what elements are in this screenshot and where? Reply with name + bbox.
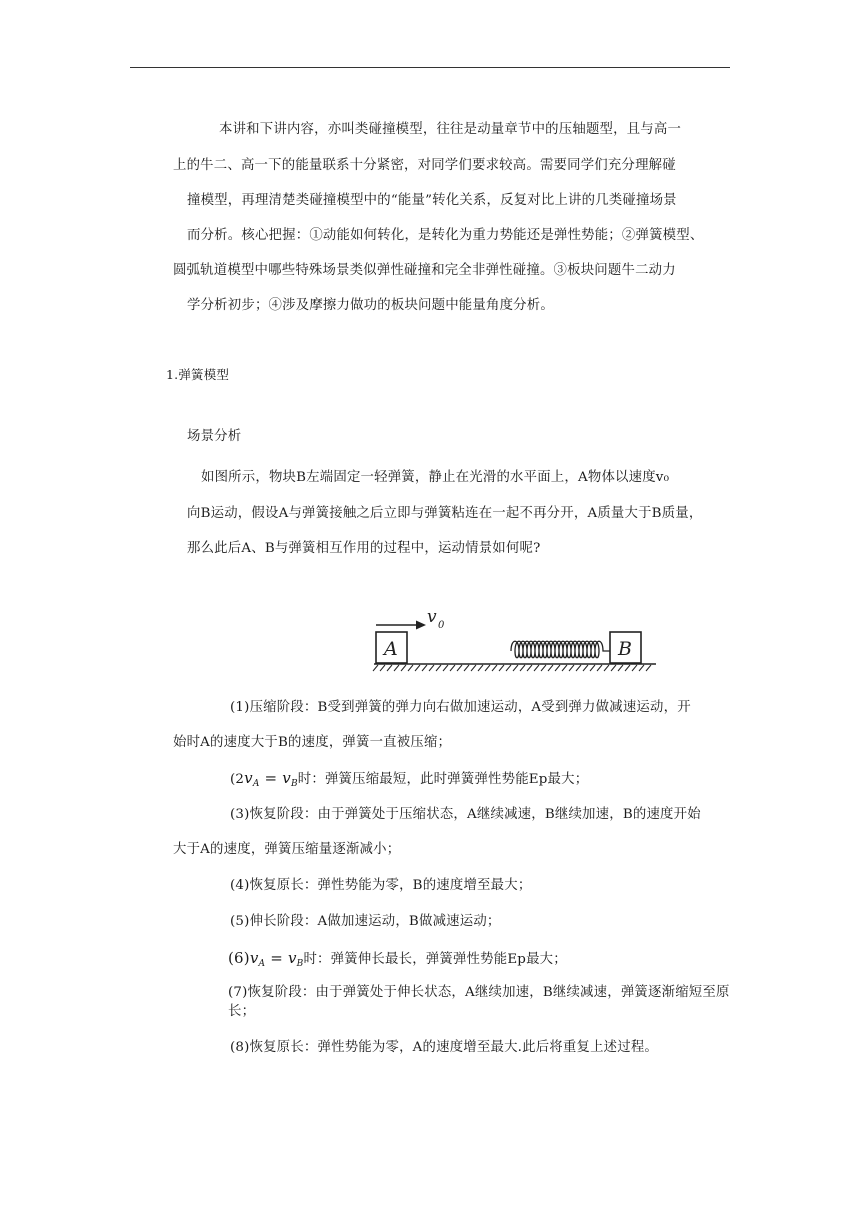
step-2-text: 时：弹簧压缩最短，此时弹簧弹性势能Ep最大； bbox=[297, 772, 589, 787]
step-6-prefix: (6) bbox=[228, 949, 250, 967]
step-8-line: (8)恢复原长：弹性势能为零，A的速度增至最大.此后将重复上述过程。 bbox=[230, 1040, 659, 1055]
spring-collision-figure bbox=[370, 608, 660, 673]
hatch-mark bbox=[569, 665, 574, 671]
hatch-mark bbox=[478, 665, 483, 671]
step-2-line bbox=[230, 769, 588, 793]
hatch-mark bbox=[548, 665, 553, 671]
spring-coil bbox=[511, 641, 610, 658]
step-3-line: 大于A的速度，弹簧压缩量逐渐减小； bbox=[173, 842, 401, 857]
hatch-mark bbox=[380, 665, 385, 671]
hatch-mark bbox=[632, 665, 637, 671]
hatch-mark bbox=[436, 665, 441, 671]
hatch-mark bbox=[555, 665, 560, 671]
velocity-arrowhead bbox=[416, 621, 426, 630]
hatch-mark bbox=[492, 665, 497, 671]
hatch-mark bbox=[541, 665, 546, 671]
hatch-mark bbox=[443, 665, 448, 671]
hatch-mark bbox=[485, 665, 490, 671]
velocity-subscript: 0 bbox=[438, 620, 445, 631]
hatch-mark bbox=[408, 665, 413, 671]
hatch-mark bbox=[625, 665, 630, 671]
scenario-line: 向B运动，假设A与弹簧接触之后立即与弹簧粘连在一起不再分开，A质量大于B质量， bbox=[187, 506, 703, 521]
hatch-mark bbox=[611, 665, 616, 671]
hatch-mark bbox=[527, 665, 532, 671]
block-a-label: A bbox=[384, 638, 398, 660]
intro-line: 上的牛二、高一下的能量联系十分紧密，对同学们要求较高。需要同学们充分理解碰 bbox=[173, 158, 676, 173]
scenario-line: 如图所示，物块B左端固定一轻弹簧，静止在光滑的水平面上，A物体以速度v₀ bbox=[201, 470, 670, 485]
section-title: 1.弹簧模型 bbox=[166, 367, 230, 382]
hatch-mark bbox=[457, 665, 462, 671]
block-b-label: B bbox=[618, 638, 632, 660]
hatch-mark bbox=[534, 665, 539, 671]
hatch-mark bbox=[394, 665, 399, 671]
hatch-mark bbox=[646, 665, 651, 671]
step-2-prefix: (2 bbox=[230, 772, 245, 787]
hatch-mark bbox=[499, 665, 504, 671]
hatch-mark bbox=[387, 665, 392, 671]
velocity-label: v bbox=[427, 608, 437, 627]
step-7-line: 长； bbox=[228, 1004, 256, 1019]
step-4-line: (4)恢复原长：弹性势能为零，B的速度增至最大； bbox=[230, 878, 532, 893]
hatch-mark bbox=[597, 665, 602, 671]
hatch-mark bbox=[415, 665, 420, 671]
intro-line: 学分析初步；④涉及摩擦力做功的板块问题中能量角度分析。 bbox=[187, 298, 554, 313]
step-6-line bbox=[228, 949, 567, 973]
hatch-mark bbox=[618, 665, 623, 671]
header-rule bbox=[130, 67, 730, 68]
step-7-line: (7)恢复阶段：由于弹簧处于伸长状态，A继续加速，B继续减速，弹簧逐渐缩短至原 bbox=[228, 985, 730, 1000]
scenario-line: 那么此后A、B与弹簧相互作用的过程中，运动情景如何呢? bbox=[187, 541, 541, 556]
hatch-mark bbox=[429, 665, 434, 671]
va-equals-vb-formula: $v_A = v_B$ bbox=[249, 949, 304, 969]
hatch-mark bbox=[520, 665, 525, 671]
hatch-mark bbox=[373, 665, 378, 671]
intro-line: 撞模型，再理清楚类碰撞模型中的“能量”转化关系，反复对比上讲的几类碰撞场景 bbox=[187, 193, 677, 208]
hatch-mark bbox=[401, 665, 406, 671]
hatch-mark bbox=[604, 665, 609, 671]
va-equals-vb-formula: $v_A = v_B$ bbox=[244, 769, 298, 789]
step-1-line: 始时A的速度大于B的速度，弹簧一直被压缩； bbox=[173, 735, 452, 750]
hatch-mark bbox=[576, 665, 581, 671]
step-5-line: (5)伸长阶段：A做加速运动，B做减速运动； bbox=[230, 914, 501, 929]
hatch-mark bbox=[506, 665, 511, 671]
hatch-mark bbox=[464, 665, 469, 671]
hatch-mark bbox=[583, 665, 588, 671]
step-3-line: (3)恢复阶段：由于弹簧处于压缩状态，A继续减速，B继续加速，B的速度开始 bbox=[230, 807, 701, 822]
hatch-mark bbox=[450, 665, 455, 671]
subsection-title: 场景分析 bbox=[187, 429, 242, 444]
hatch-mark bbox=[513, 665, 518, 671]
intro-line: 而分析。核心把握：①动能如何转化，是转化为重力势能还是弹性势能；②弹簧模型、 bbox=[187, 228, 704, 243]
intro-line: 圆弧轨道模型中哪些特殊场景类似弹性碰撞和完全非弹性碰撞。③板块问题牛二动力 bbox=[173, 263, 676, 278]
hatch-mark bbox=[471, 665, 476, 671]
ground-hatching bbox=[373, 665, 651, 671]
step-6-text: 时：弹簧伸长最长，弹簧弹性势能Ep最大； bbox=[303, 952, 567, 967]
intro-line: 本讲和下讲内容，亦叫类碰撞模型，往往是动量章节中的压轴题型，且与高一 bbox=[219, 122, 682, 137]
hatch-mark bbox=[590, 665, 595, 671]
hatch-mark bbox=[562, 665, 567, 671]
hatch-mark bbox=[639, 665, 644, 671]
hatch-mark bbox=[422, 665, 427, 671]
step-1-line: (1)压缩阶段：B受到弹簧的弹力向右做加速运动，A受到弹力做减速运动，开 bbox=[230, 700, 691, 715]
